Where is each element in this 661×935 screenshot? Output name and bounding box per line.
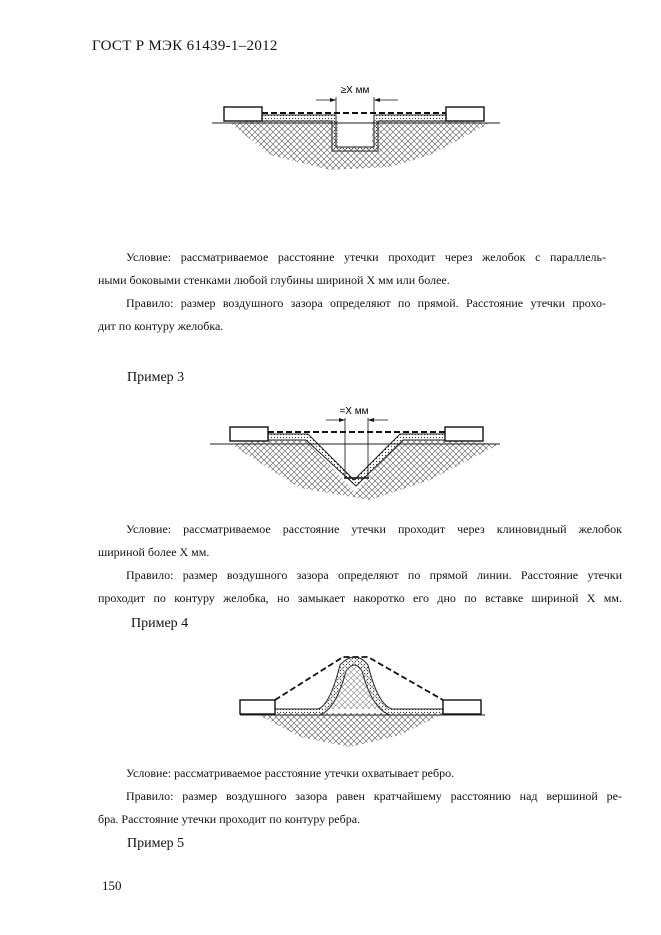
condition-1-line1: Условие: рассматриваемое расстояние утечки проходит через желобок с параллель- (126, 250, 606, 264)
right-conductor (445, 427, 483, 441)
dimension-label: ≥X мм (340, 85, 370, 96)
figure-groove-parallel (0, 75, 661, 185)
hatched-body (230, 120, 490, 170)
figure-groove-v (0, 400, 661, 510)
condition-4-line1: Условие: рассматриваемое расстояние утечки охватывает ребро. (126, 766, 455, 780)
rule-3-line2: проходит по контуру желобка, но замыкает накоротко его дно по вставке шириной X мм. (98, 591, 622, 605)
rule-1-line2: дит по контуру желобка. (98, 319, 224, 333)
left-conductor (240, 700, 275, 714)
right-conductor (446, 107, 484, 121)
page-number: 150 (102, 878, 122, 893)
example-3-title: Пример 3 (127, 370, 185, 385)
page-header: ГОСТ Р МЭК 61439-1–2012 (92, 38, 278, 54)
condition-3-line1: Условие: рассматриваемое расстояние утечки проходит через клиновидный желобок (126, 522, 622, 536)
condition-1-line2: ными боковыми стенками любой глубины шириной X мм или более. (98, 273, 450, 287)
example-5-title: Пример 5 (127, 836, 185, 851)
rule-3-line1: Правило: размер воздушного зазора определяют по прямой линии. Расстояние утечки (126, 568, 622, 582)
right-conductor (443, 700, 481, 714)
left-conductor (230, 427, 268, 441)
dimension-label: =X мм (339, 406, 369, 417)
rule-1-line1: Правило: размер воздушного зазора определяют по прямой. Расстояние утечки прохо- (126, 296, 606, 310)
condition-3-line2: шириной более X мм. (98, 545, 210, 559)
hatched-body (255, 713, 445, 747)
rule-4-line2: бра. Расстояние утечки проходит по контуру ребра. (98, 812, 361, 826)
example-4-title: Пример 4 (131, 616, 189, 631)
rule-4-line1: Правило: размер воздушного зазора равен кратчайшему расстоянию над вершиной ре- (126, 789, 622, 803)
figure-rib (0, 645, 661, 755)
left-conductor (224, 107, 262, 121)
